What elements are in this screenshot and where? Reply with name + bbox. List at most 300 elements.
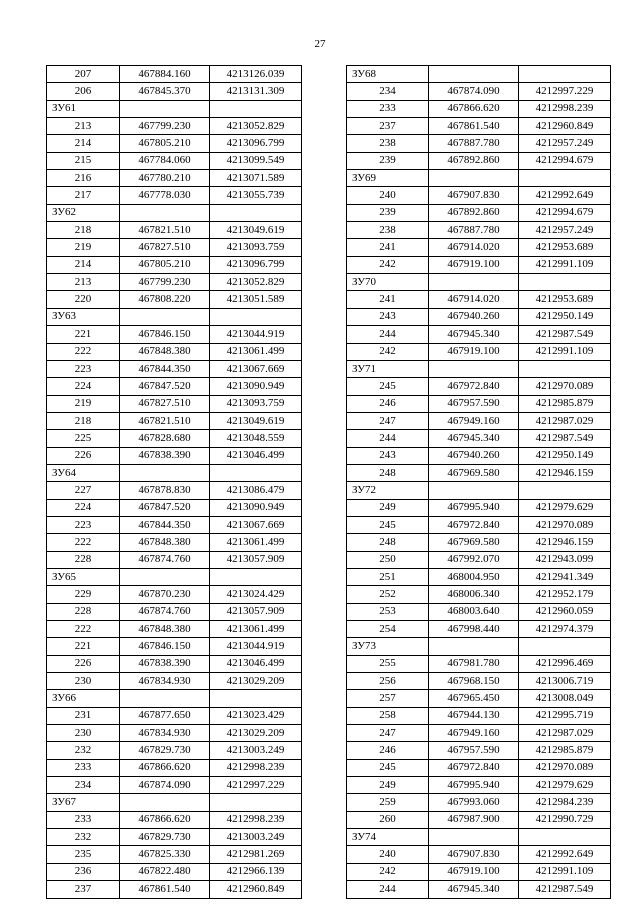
point-number-cell: 248 <box>347 534 429 551</box>
x-coordinate-cell: 467874.760 <box>120 551 210 568</box>
point-number-cell: 217 <box>47 187 120 204</box>
y-coordinate-cell: 4212997.229 <box>519 83 611 100</box>
table-row <box>347 794 611 811</box>
point-number-cell: 233 <box>47 811 120 828</box>
y-coordinate-cell: 4212957.249 <box>519 135 611 152</box>
empty-cell <box>519 66 611 83</box>
y-coordinate-cell: 4213061.499 <box>210 621 302 638</box>
table-row <box>347 655 611 672</box>
x-coordinate-cell: 467887.780 <box>429 222 519 239</box>
table-row <box>347 83 611 100</box>
x-coordinate-cell: 467847.520 <box>120 499 210 516</box>
x-coordinate-cell: 467987.900 <box>429 811 519 828</box>
x-coordinate-cell: 467827.510 <box>120 395 210 412</box>
y-coordinate-cell: 4212991.109 <box>519 256 611 273</box>
x-coordinate-cell: 467834.930 <box>120 673 210 690</box>
x-coordinate-cell: 467945.340 <box>429 430 519 447</box>
table-row <box>347 516 611 533</box>
point-number-cell: 257 <box>347 690 429 707</box>
point-number-cell: 227 <box>47 482 120 499</box>
table-row <box>47 447 302 464</box>
point-number-cell: 221 <box>47 326 120 343</box>
table-row <box>347 586 611 603</box>
point-number-cell: 238 <box>347 135 429 152</box>
empty-cell <box>429 66 519 83</box>
table-row <box>47 638 302 655</box>
x-coordinate-cell: 467981.780 <box>429 655 519 672</box>
x-coordinate-cell: 467907.830 <box>429 187 519 204</box>
point-number-cell: 243 <box>347 308 429 325</box>
table-row <box>47 673 302 690</box>
point-number-cell: 207 <box>47 66 120 83</box>
point-number-cell: 242 <box>347 343 429 360</box>
group-header-row <box>47 308 302 325</box>
x-coordinate-cell: 467887.780 <box>429 135 519 152</box>
empty-cell <box>519 274 611 291</box>
y-coordinate-cell: 4213044.919 <box>210 638 302 655</box>
x-coordinate-cell: 467892.860 <box>429 204 519 221</box>
land-plot-label: ЗУ68 <box>347 66 429 83</box>
group-header-row <box>47 568 302 585</box>
x-coordinate-cell: 467919.100 <box>429 343 519 360</box>
empty-cell <box>120 100 210 117</box>
point-number-cell: 219 <box>47 395 120 412</box>
empty-cell <box>120 308 210 325</box>
point-number-cell: 242 <box>347 256 429 273</box>
table-row <box>347 551 611 568</box>
table-row <box>347 412 611 429</box>
x-coordinate-cell: 467829.730 <box>120 742 210 759</box>
point-number-cell: 230 <box>47 673 120 690</box>
coordinates-table-left <box>46 65 302 899</box>
x-coordinate-cell: 467945.340 <box>429 881 519 898</box>
y-coordinate-cell: 4213090.949 <box>210 499 302 516</box>
y-coordinate-cell: 4212950.149 <box>519 447 611 464</box>
y-coordinate-cell: 4213099.549 <box>210 152 302 169</box>
y-coordinate-cell: 4212946.159 <box>519 464 611 481</box>
x-coordinate-cell: 467972.840 <box>429 759 519 776</box>
point-number-cell: 244 <box>347 326 429 343</box>
table-row <box>347 152 611 169</box>
y-coordinate-cell: 4212987.549 <box>519 430 611 447</box>
group-header-row <box>47 100 302 117</box>
y-coordinate-cell: 4213052.829 <box>210 274 302 291</box>
x-coordinate-cell: 467919.100 <box>429 863 519 880</box>
table-row <box>347 534 611 551</box>
table-row <box>347 621 611 638</box>
table-row <box>47 152 302 169</box>
y-coordinate-cell: 4212970.089 <box>519 516 611 533</box>
point-number-cell: 240 <box>347 187 429 204</box>
y-coordinate-cell: 4213049.619 <box>210 222 302 239</box>
x-coordinate-cell: 467861.540 <box>429 118 519 135</box>
point-number-cell: 234 <box>47 777 120 794</box>
y-coordinate-cell: 4213061.499 <box>210 343 302 360</box>
table-row <box>47 534 302 551</box>
land-plot-label: ЗУ63 <box>47 308 120 325</box>
x-coordinate-cell: 467846.150 <box>120 326 210 343</box>
point-number-cell: 244 <box>347 430 429 447</box>
y-coordinate-cell: 4213096.799 <box>210 135 302 152</box>
x-coordinate-cell: 467861.540 <box>120 881 210 898</box>
y-coordinate-cell: 4213090.949 <box>210 378 302 395</box>
point-number-cell: 232 <box>47 742 120 759</box>
table-row <box>347 603 611 620</box>
y-coordinate-cell: 4213057.909 <box>210 551 302 568</box>
x-coordinate-cell: 467838.390 <box>120 655 210 672</box>
point-number-cell: 214 <box>47 135 120 152</box>
y-coordinate-cell: 4212957.249 <box>519 222 611 239</box>
x-coordinate-cell: 467845.370 <box>120 83 210 100</box>
x-coordinate-cell: 467838.390 <box>120 447 210 464</box>
y-coordinate-cell: 4212941.349 <box>519 568 611 585</box>
y-coordinate-cell: 4213008.049 <box>519 690 611 707</box>
table-row <box>47 759 302 776</box>
empty-cell <box>120 568 210 585</box>
table-row <box>347 256 611 273</box>
empty-cell <box>210 464 302 481</box>
x-coordinate-cell: 467940.260 <box>429 308 519 325</box>
table-row <box>347 187 611 204</box>
y-coordinate-cell: 4212998.239 <box>210 811 302 828</box>
point-number-cell: 229 <box>47 586 120 603</box>
x-coordinate-cell: 467972.840 <box>429 378 519 395</box>
x-coordinate-cell: 467825.330 <box>120 846 210 863</box>
table-row <box>347 846 611 863</box>
y-coordinate-cell: 4212987.029 <box>519 725 611 742</box>
table-row <box>47 395 302 412</box>
point-number-cell: 222 <box>47 343 120 360</box>
y-coordinate-cell: 4213046.499 <box>210 655 302 672</box>
empty-cell <box>429 274 519 291</box>
y-coordinate-cell: 4212950.149 <box>519 308 611 325</box>
point-number-cell: 250 <box>347 551 429 568</box>
point-number-cell: 243 <box>347 447 429 464</box>
empty-cell <box>210 204 302 221</box>
y-coordinate-cell: 4213067.669 <box>210 360 302 377</box>
y-coordinate-cell: 4213096.799 <box>210 256 302 273</box>
y-coordinate-cell: 4212995.719 <box>519 707 611 724</box>
y-coordinate-cell: 4212992.649 <box>519 187 611 204</box>
table-row <box>47 239 302 256</box>
table-row <box>47 378 302 395</box>
y-coordinate-cell: 4212953.689 <box>519 291 611 308</box>
point-number-cell: 230 <box>47 725 120 742</box>
land-plot-label: ЗУ65 <box>47 568 120 585</box>
point-number-cell: 256 <box>347 673 429 690</box>
point-number-cell: 231 <box>47 707 120 724</box>
empty-cell <box>429 482 519 499</box>
land-plot-label: ЗУ61 <box>47 100 120 117</box>
y-coordinate-cell: 4212996.469 <box>519 655 611 672</box>
land-plot-label: ЗУ64 <box>47 464 120 481</box>
point-number-cell: 215 <box>47 152 120 169</box>
empty-cell <box>120 464 210 481</box>
table-row <box>47 586 302 603</box>
y-coordinate-cell: 4213023.429 <box>210 707 302 724</box>
point-number-cell: 251 <box>347 568 429 585</box>
x-coordinate-cell: 467784.060 <box>120 152 210 169</box>
y-coordinate-cell: 4212998.239 <box>519 100 611 117</box>
group-header-row <box>347 638 611 655</box>
coordinates-table-right <box>346 65 611 899</box>
point-number-cell: 245 <box>347 759 429 776</box>
empty-cell <box>429 638 519 655</box>
y-coordinate-cell: 4212998.239 <box>210 759 302 776</box>
empty-cell <box>519 360 611 377</box>
table-row <box>347 291 611 308</box>
empty-cell <box>519 638 611 655</box>
x-coordinate-cell: 467884.160 <box>120 66 210 83</box>
y-coordinate-cell: 4213049.619 <box>210 412 302 429</box>
table-row <box>347 204 611 221</box>
table-row <box>47 430 302 447</box>
point-number-cell: 249 <box>347 499 429 516</box>
point-number-cell: 233 <box>347 100 429 117</box>
y-coordinate-cell: 4213093.759 <box>210 239 302 256</box>
y-coordinate-cell: 4213003.249 <box>210 829 302 846</box>
table-row <box>47 863 302 880</box>
x-coordinate-cell: 467822.480 <box>120 863 210 880</box>
x-coordinate-cell: 467949.160 <box>429 412 519 429</box>
x-coordinate-cell: 467995.940 <box>429 499 519 516</box>
point-number-cell: 253 <box>347 603 429 620</box>
table-row <box>347 100 611 117</box>
group-header-row <box>347 829 611 846</box>
empty-cell <box>120 690 210 707</box>
group-header-row <box>47 690 302 707</box>
point-number-cell: 218 <box>47 222 120 239</box>
table-row <box>47 603 302 620</box>
land-plot-label: ЗУ69 <box>347 170 429 187</box>
y-coordinate-cell: 4213131.309 <box>210 83 302 100</box>
table-row <box>47 621 302 638</box>
point-number-cell: 218 <box>47 412 120 429</box>
point-number-cell: 259 <box>347 794 429 811</box>
y-coordinate-cell: 4212981.269 <box>210 846 302 863</box>
x-coordinate-cell: 467995.940 <box>429 777 519 794</box>
table-row <box>47 118 302 135</box>
empty-cell <box>519 170 611 187</box>
y-coordinate-cell: 4212987.549 <box>519 326 611 343</box>
group-header-row <box>347 170 611 187</box>
x-coordinate-cell: 467992.070 <box>429 551 519 568</box>
y-coordinate-cell: 4212952.179 <box>519 586 611 603</box>
point-number-cell: 246 <box>347 395 429 412</box>
point-number-cell: 239 <box>347 152 429 169</box>
table-row <box>47 135 302 152</box>
x-coordinate-cell: 467829.730 <box>120 829 210 846</box>
table-row <box>47 811 302 828</box>
table-row <box>347 777 611 794</box>
y-coordinate-cell: 4213052.829 <box>210 118 302 135</box>
x-coordinate-cell: 468004.950 <box>429 568 519 585</box>
table-row <box>47 742 302 759</box>
table-row <box>47 360 302 377</box>
land-plot-label: ЗУ73 <box>347 638 429 655</box>
x-coordinate-cell: 467821.510 <box>120 222 210 239</box>
point-number-cell: 241 <box>347 291 429 308</box>
table-row <box>347 239 611 256</box>
y-coordinate-cell: 4212987.549 <box>519 881 611 898</box>
y-coordinate-cell: 4212953.689 <box>519 239 611 256</box>
x-coordinate-cell: 467892.860 <box>429 152 519 169</box>
group-header-row <box>347 66 611 83</box>
point-number-cell: 237 <box>47 881 120 898</box>
land-plot-label: ЗУ66 <box>47 690 120 707</box>
x-coordinate-cell: 467957.590 <box>429 395 519 412</box>
table-row <box>47 846 302 863</box>
y-coordinate-cell: 4213051.589 <box>210 291 302 308</box>
y-coordinate-cell: 4212960.849 <box>210 881 302 898</box>
y-coordinate-cell: 4212992.649 <box>519 846 611 863</box>
y-coordinate-cell: 4212943.099 <box>519 551 611 568</box>
table-row <box>47 707 302 724</box>
y-coordinate-cell: 4212970.089 <box>519 759 611 776</box>
y-coordinate-cell: 4212991.109 <box>519 343 611 360</box>
y-coordinate-cell: 4212990.729 <box>519 811 611 828</box>
group-header-row <box>47 204 302 221</box>
x-coordinate-cell: 467821.510 <box>120 412 210 429</box>
table-row <box>47 326 302 343</box>
land-plot-label: ЗУ72 <box>347 482 429 499</box>
table-row <box>47 482 302 499</box>
y-coordinate-cell: 4212994.679 <box>519 204 611 221</box>
x-coordinate-cell: 467778.030 <box>120 187 210 204</box>
table-row <box>47 187 302 204</box>
y-coordinate-cell: 4213126.039 <box>210 66 302 83</box>
empty-cell <box>210 794 302 811</box>
point-number-cell: 213 <box>47 274 120 291</box>
x-coordinate-cell: 467877.650 <box>120 707 210 724</box>
table-row <box>47 655 302 672</box>
y-coordinate-cell: 4213029.209 <box>210 673 302 690</box>
point-number-cell: 224 <box>47 499 120 516</box>
x-coordinate-cell: 467914.020 <box>429 239 519 256</box>
table-row <box>347 811 611 828</box>
x-coordinate-cell: 467998.440 <box>429 621 519 638</box>
empty-cell <box>210 100 302 117</box>
table-row <box>347 430 611 447</box>
point-number-cell: 241 <box>347 239 429 256</box>
table-row <box>347 343 611 360</box>
table-row <box>347 499 611 516</box>
x-coordinate-cell: 467844.350 <box>120 360 210 377</box>
x-coordinate-cell: 468003.640 <box>429 603 519 620</box>
y-coordinate-cell: 4213086.479 <box>210 482 302 499</box>
table-row <box>47 66 302 83</box>
point-number-cell: 248 <box>347 464 429 481</box>
empty-cell <box>210 690 302 707</box>
table-row <box>347 690 611 707</box>
table-row <box>47 551 302 568</box>
table-row <box>347 863 611 880</box>
point-number-cell: 242 <box>347 863 429 880</box>
x-coordinate-cell: 467844.350 <box>120 516 210 533</box>
table-row <box>347 378 611 395</box>
x-coordinate-cell: 467834.930 <box>120 725 210 742</box>
x-coordinate-cell: 467914.020 <box>429 291 519 308</box>
y-coordinate-cell: 4212991.109 <box>519 863 611 880</box>
point-number-cell: 260 <box>347 811 429 828</box>
x-coordinate-cell: 467878.830 <box>120 482 210 499</box>
x-coordinate-cell: 467949.160 <box>429 725 519 742</box>
point-number-cell: 245 <box>347 516 429 533</box>
land-plot-label: ЗУ70 <box>347 274 429 291</box>
x-coordinate-cell: 467846.150 <box>120 638 210 655</box>
table-row <box>47 291 302 308</box>
point-number-cell: 221 <box>47 638 120 655</box>
point-number-cell: 228 <box>47 551 120 568</box>
empty-cell <box>120 794 210 811</box>
y-coordinate-cell: 4212970.089 <box>519 378 611 395</box>
table-row <box>47 256 302 273</box>
point-number-cell: 226 <box>47 655 120 672</box>
x-coordinate-cell: 467993.060 <box>429 794 519 811</box>
table-row <box>347 326 611 343</box>
empty-cell <box>429 829 519 846</box>
x-coordinate-cell: 467828.680 <box>120 430 210 447</box>
table-row <box>47 777 302 794</box>
point-number-cell: 220 <box>47 291 120 308</box>
x-coordinate-cell: 467945.340 <box>429 326 519 343</box>
y-coordinate-cell: 4213048.559 <box>210 430 302 447</box>
empty-cell <box>210 308 302 325</box>
point-number-cell: 245 <box>347 378 429 395</box>
table-row <box>47 516 302 533</box>
x-coordinate-cell: 467944.130 <box>429 707 519 724</box>
point-number-cell: 219 <box>47 239 120 256</box>
table-row <box>47 499 302 516</box>
point-number-cell: 222 <box>47 621 120 638</box>
y-coordinate-cell: 4212966.139 <box>210 863 302 880</box>
land-plot-label: ЗУ71 <box>347 360 429 377</box>
table-row <box>347 222 611 239</box>
table-row <box>347 135 611 152</box>
x-coordinate-cell: 467972.840 <box>429 516 519 533</box>
y-coordinate-cell: 4212979.629 <box>519 777 611 794</box>
empty-cell <box>120 204 210 221</box>
x-coordinate-cell: 467805.210 <box>120 135 210 152</box>
table-row <box>47 170 302 187</box>
point-number-cell: 214 <box>47 256 120 273</box>
table-row <box>347 118 611 135</box>
table-row <box>347 881 611 898</box>
table-row <box>347 673 611 690</box>
point-number-cell: 224 <box>47 378 120 395</box>
table-row <box>347 742 611 759</box>
x-coordinate-cell: 467969.580 <box>429 534 519 551</box>
x-coordinate-cell: 467866.620 <box>120 811 210 828</box>
y-coordinate-cell: 4213044.919 <box>210 326 302 343</box>
point-number-cell: 234 <box>347 83 429 100</box>
table-row <box>347 568 611 585</box>
point-number-cell: 247 <box>347 412 429 429</box>
table-row <box>47 274 302 291</box>
point-number-cell: 223 <box>47 516 120 533</box>
y-coordinate-cell: 4212960.059 <box>519 603 611 620</box>
point-number-cell: 252 <box>347 586 429 603</box>
table-row <box>47 829 302 846</box>
x-coordinate-cell: 467799.230 <box>120 274 210 291</box>
y-coordinate-cell: 4213067.669 <box>210 516 302 533</box>
point-number-cell: 249 <box>347 777 429 794</box>
y-coordinate-cell: 4213057.909 <box>210 603 302 620</box>
x-coordinate-cell: 467799.230 <box>120 118 210 135</box>
x-coordinate-cell: 467848.380 <box>120 621 210 638</box>
y-coordinate-cell: 4212984.239 <box>519 794 611 811</box>
table-row <box>47 725 302 742</box>
